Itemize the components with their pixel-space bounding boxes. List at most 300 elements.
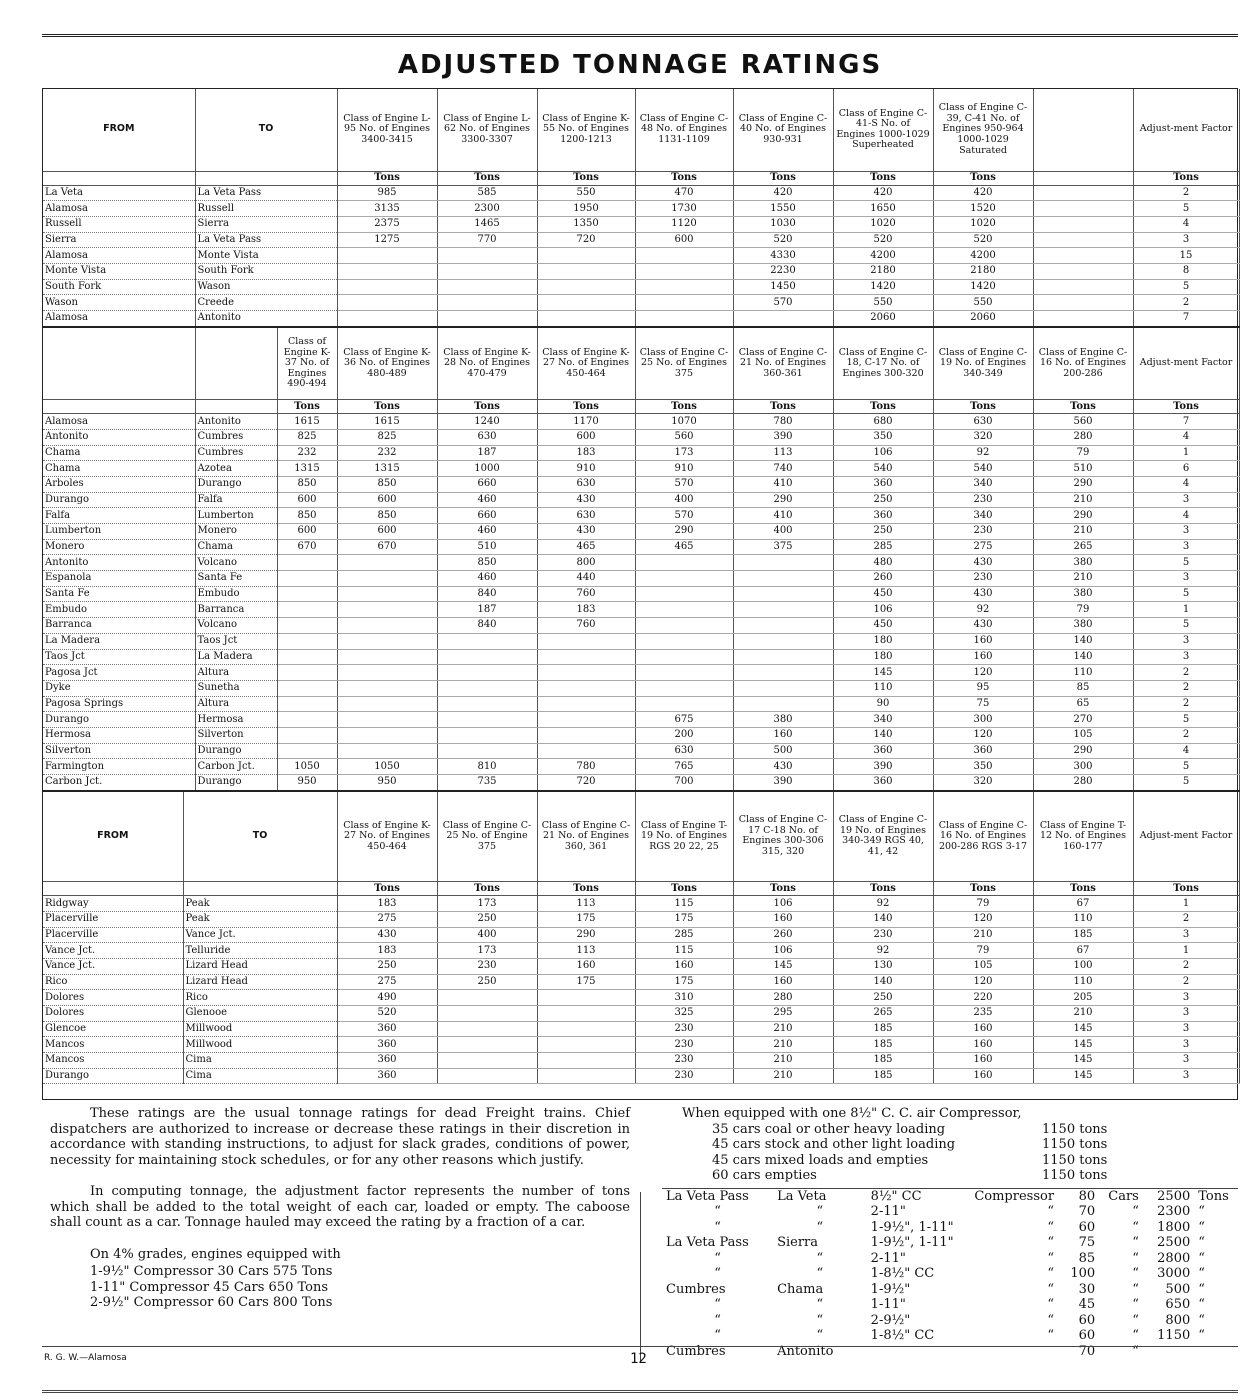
adjustment-factor: 5 <box>1133 618 1239 634</box>
tonnage-value: 390 <box>833 759 933 775</box>
to-station: Glenooe <box>183 1006 337 1022</box>
tons-unit-label: Tons <box>833 400 933 414</box>
tonnage-value: 160 <box>933 1068 1033 1084</box>
compressor-cell: 70 <box>1078 1204 1096 1219</box>
compressor-cell: “ <box>1047 1312 1055 1328</box>
compressor-table <box>662 1188 1238 1360</box>
compressor-cell: 45 <box>1078 1297 1096 1312</box>
tonnage-value: 1420 <box>833 279 933 295</box>
tons-unit-label: Tons <box>933 171 1033 185</box>
adjustment-factor: 5 <box>1133 775 1239 791</box>
compressor-cell: 1-9½" <box>870 1281 911 1297</box>
tonnage-value <box>635 311 733 327</box>
tonnage-value <box>635 618 733 634</box>
compressor-cell: 1-8½" CC <box>870 1328 935 1343</box>
tonnage-value: 585 <box>437 185 537 201</box>
engine-class-header <box>1033 89 1133 171</box>
tonnage-value: 360 <box>337 1037 437 1053</box>
table-row <box>43 311 1239 327</box>
tonnage-value: 850 <box>277 476 337 492</box>
tonnage-value: 1730 <box>635 201 733 217</box>
tonnage-value: 175 <box>537 974 635 990</box>
tonnage-value: 430 <box>933 618 1033 634</box>
compressor-cell: “ <box>816 1250 824 1266</box>
tonnage-value <box>733 602 833 618</box>
tonnage-value <box>277 727 337 743</box>
section1-header-row <box>43 89 1239 171</box>
tonnage-value: 570 <box>635 476 733 492</box>
tonnage-value: 270 <box>1033 712 1133 728</box>
tonnage-value: 250 <box>337 958 437 974</box>
tonnage-value <box>635 295 733 311</box>
tonnage-value: 295 <box>733 1006 833 1022</box>
table-row <box>43 232 1239 248</box>
tonnage-value: 1120 <box>635 216 733 232</box>
tonnage-value <box>537 743 635 759</box>
tonnage-value <box>635 649 733 665</box>
tons-unit-label: Tons <box>537 882 635 896</box>
to-station: Lumberton <box>195 508 277 524</box>
tonnage-value <box>537 633 635 649</box>
page-title: ADJUSTED TONNAGE RATINGS <box>397 50 883 80</box>
engine-class-header: Class of Engine C-25 No. of Engine 375 <box>437 792 537 882</box>
adjustment-factor: 1 <box>1133 602 1239 618</box>
from-station: Durango <box>43 1068 183 1084</box>
to-station: Lizard Head <box>183 974 337 990</box>
table-row <box>43 727 1239 743</box>
section2-header-row <box>43 328 1239 400</box>
tonnage-value: 350 <box>833 429 933 445</box>
engine-class-header: Class of Engine C-39, C-41 No. of Engines 950-964 1000-1029 Saturated <box>933 89 1033 171</box>
tons-unit-label: Tons <box>635 400 733 414</box>
compressor-cell: “ <box>714 1250 721 1266</box>
tonnage-value: 300 <box>1033 759 1133 775</box>
tonnage-value: 2060 <box>933 311 1033 327</box>
tonnage-value: 770 <box>437 232 537 248</box>
to-station: Millwood <box>183 1037 337 1053</box>
tonnage-value: 230 <box>833 927 933 943</box>
tonnage-value: 130 <box>833 958 933 974</box>
tonnage-value <box>733 696 833 712</box>
tonnage-value: 200 <box>635 727 733 743</box>
tonnage-value <box>437 649 537 665</box>
tonnage-value: 380 <box>733 712 833 728</box>
table-row <box>43 990 1239 1006</box>
tonnage-value: 410 <box>733 476 833 492</box>
tonnage-value: 145 <box>1033 1068 1133 1084</box>
tonnage-value <box>635 633 733 649</box>
adjustment-factor: 3 <box>1133 1053 1239 1069</box>
table-row <box>43 696 1239 712</box>
tonnage-value: 106 <box>733 896 833 912</box>
compressor-cell: “ <box>714 1312 721 1328</box>
table-row <box>43 680 1239 696</box>
tonnage-value: 780 <box>537 759 635 775</box>
page <box>42 36 1238 1366</box>
tonnage-value: 985 <box>337 185 437 201</box>
tonnage-value <box>437 1006 537 1022</box>
tonnage-value <box>635 602 733 618</box>
tonnage-value: 825 <box>277 429 337 445</box>
from-station: Chama <box>43 461 195 477</box>
tonnage-value <box>437 248 537 264</box>
tonnage-value: 720 <box>537 775 635 791</box>
tonnage-value: 185 <box>833 1021 933 1037</box>
tonnage-value <box>277 633 337 649</box>
table-row <box>43 974 1239 990</box>
adjustment-factor: 2 <box>1133 958 1239 974</box>
tonnage-value: 1465 <box>437 216 537 232</box>
tonnage-value <box>537 311 635 327</box>
adjustment-factor: 4 <box>1133 743 1239 759</box>
tonnage-value: 825 <box>337 429 437 445</box>
tonnage-value <box>635 263 733 279</box>
compressor-cell: “ <box>1047 1219 1055 1235</box>
section3-header-row <box>43 792 1239 882</box>
to-station: Barranca <box>195 602 277 618</box>
tonnage-value: 570 <box>733 295 833 311</box>
tonnage-value <box>537 680 635 696</box>
adjustment-factor: 3 <box>1133 571 1239 587</box>
adjustment-factor: 3 <box>1133 649 1239 665</box>
engine-class-header: Class of Engine C-40 No. of Engines 930-931 <box>733 89 833 171</box>
tonnage-value <box>635 555 733 571</box>
tonnage-value <box>437 696 537 712</box>
compressor-cell: “ <box>1047 1328 1055 1343</box>
tonnage-value: 2230 <box>733 263 833 279</box>
equipped-tons: 1150 tons <box>1042 1137 1108 1152</box>
compressor-cell: 80 <box>1078 1188 1096 1204</box>
compressor-row <box>662 1235 1238 1251</box>
tonnage-value: 183 <box>337 943 437 959</box>
compressor-cell: “ <box>1132 1297 1139 1312</box>
tonnage-value <box>437 295 537 311</box>
tonnage-value: 360 <box>933 743 1033 759</box>
compressor-cell: “ <box>1132 1204 1139 1219</box>
tonnage-value: 780 <box>733 414 833 430</box>
tonnage-value: 230 <box>933 571 1033 587</box>
compressor-cell: “ <box>1198 1328 1205 1343</box>
to-station: Chama <box>195 539 277 555</box>
tonnage-value: 600 <box>277 492 337 508</box>
compressor-cell: “ <box>1047 1250 1055 1266</box>
engine-class-header: Class of Engine K-36 No. of Engines 480-489 <box>337 328 437 400</box>
tonnage-value <box>537 665 635 681</box>
tonnage-value: 850 <box>437 555 537 571</box>
from-station: South Fork <box>43 279 195 295</box>
tonnage-value: 220 <box>933 990 1033 1006</box>
tonnage-value: 145 <box>1033 1053 1133 1069</box>
tonnage-value: 520 <box>833 232 933 248</box>
tonnage-value: 180 <box>833 633 933 649</box>
tonnage-value: 110 <box>833 680 933 696</box>
from-station: Sierra <box>43 232 195 248</box>
equipped-desc: 45 cars mixed loads and empties <box>712 1152 929 1168</box>
compressor-cell: 100 <box>1070 1266 1096 1281</box>
compressor-cell: 2-9½" <box>870 1312 911 1328</box>
from-station: Vance Jct. <box>43 943 183 959</box>
tonnage-value: 470 <box>635 185 733 201</box>
adjustment-factor: 7 <box>1133 414 1239 430</box>
tonnage-value: 310 <box>635 990 733 1006</box>
compressor-cell: 75 <box>1078 1235 1096 1250</box>
tonnage-value: 380 <box>1033 555 1133 571</box>
to-station: Vance Jct. <box>183 927 337 943</box>
tonnage-value: 210 <box>1033 524 1133 540</box>
engine-class-header: Class of Engine T-19 No. of Engines RGS 20 22, 25 <box>635 792 733 882</box>
tonnage-value: 850 <box>337 476 437 492</box>
tonnage-value: 400 <box>437 927 537 943</box>
to-header-3: TO <box>183 792 337 882</box>
adjustment-factor: 5 <box>1133 279 1239 295</box>
tonnage-value: 700 <box>635 775 733 791</box>
tons-unit-label: Tons <box>933 882 1033 896</box>
tonnage-value: 235 <box>933 1006 1033 1022</box>
to-station: Durango <box>195 775 277 791</box>
tons-unit-label: Tons <box>635 171 733 185</box>
adjustment-factor: 3 <box>1133 1006 1239 1022</box>
tonnage-value: 110 <box>1033 911 1133 927</box>
tonnage-value: 183 <box>337 896 437 912</box>
to-station: Altura <box>195 665 277 681</box>
tonnage-value: 340 <box>833 712 933 728</box>
tonnage-value: 670 <box>277 539 337 555</box>
from-station: La Veta <box>43 185 195 201</box>
adjustment-factor: 4 <box>1133 476 1239 492</box>
tonnage-value: 110 <box>1033 974 1133 990</box>
tonnage-value: 173 <box>635 445 733 461</box>
tonnage-value: 520 <box>933 232 1033 248</box>
tonnage-value: 92 <box>833 896 933 912</box>
tonnage-value: 230 <box>635 1037 733 1053</box>
tonnage-value: 510 <box>437 539 537 555</box>
engine-class-header: Adjust-ment Factor <box>1133 89 1239 171</box>
tonnage-value <box>277 743 337 759</box>
tonnage-value: 1020 <box>933 216 1033 232</box>
table-row <box>43 586 1239 602</box>
tonnage-value: 290 <box>1033 508 1133 524</box>
tonnage-value: 2180 <box>933 263 1033 279</box>
tonnage-value <box>733 618 833 634</box>
engine-class-header: Adjust-ment Factor <box>1133 792 1239 882</box>
tonnage-value: 660 <box>437 476 537 492</box>
adjustment-factor: 1 <box>1133 896 1239 912</box>
from-station: Carbon Jct. <box>43 775 195 791</box>
tons-unit-label: Tons <box>1133 171 1239 185</box>
compressor-row <box>662 1328 1238 1344</box>
tonnage-value: 100 <box>1033 958 1133 974</box>
tonnage-value <box>337 295 437 311</box>
tonnage-value: 1000 <box>437 461 537 477</box>
tonnage-value <box>337 571 437 587</box>
table-row <box>43 1006 1239 1022</box>
tonnage-value: 140 <box>1033 633 1133 649</box>
compressor-cell: “ <box>1047 1266 1055 1281</box>
from-station: Farmington <box>43 759 195 775</box>
tonnage-value: 290 <box>1033 476 1133 492</box>
section1-tons-row <box>43 171 1239 185</box>
tonnage-value: 2180 <box>833 263 933 279</box>
tonnage-value: 520 <box>733 232 833 248</box>
tonnage-value: 120 <box>933 727 1033 743</box>
tonnage-value: 160 <box>733 911 833 927</box>
tonnage-value: 260 <box>833 571 933 587</box>
to-station: Peak <box>183 896 337 912</box>
engine-class-header: Class of Engine L-95 No. of Engines 3400-3415 <box>337 89 437 171</box>
tonnage-value: 105 <box>933 958 1033 974</box>
tonnage-value <box>1033 216 1133 232</box>
tonnage-value: 160 <box>933 649 1033 665</box>
to-station: Silverton <box>195 727 277 743</box>
compressor-cell: “ <box>1132 1235 1139 1250</box>
tonnage-value: 630 <box>933 414 1033 430</box>
tonnage-value <box>277 665 337 681</box>
tonnage-value <box>337 279 437 295</box>
tonnage-value <box>635 248 733 264</box>
from-station: Dyke <box>43 680 195 696</box>
tons-unit-label: Tons <box>933 400 1033 414</box>
compressor-cell: “ <box>1198 1235 1205 1250</box>
tonnage-value <box>337 649 437 665</box>
tonnage-value: 4330 <box>733 248 833 264</box>
notes-right <box>662 1106 1238 1359</box>
tonnage-value: 145 <box>1033 1037 1133 1053</box>
tonnage-value <box>277 602 337 618</box>
equipped-row <box>662 1137 1238 1153</box>
compressor-cell: “ <box>1198 1250 1205 1266</box>
tonnage-value: 360 <box>833 775 933 791</box>
tonnage-value <box>277 571 337 587</box>
tons-unit-label: Tons <box>733 171 833 185</box>
tonnage-value <box>537 279 635 295</box>
tonnage-value: 232 <box>337 445 437 461</box>
tonnage-value: 1615 <box>337 414 437 430</box>
tonnage-value: 180 <box>833 649 933 665</box>
tonnage-value: 185 <box>1033 927 1133 943</box>
tonnage-value <box>337 727 437 743</box>
to-header: TO <box>195 89 337 171</box>
table-row <box>43 524 1239 540</box>
adjustment-factor: 3 <box>1133 232 1239 248</box>
engine-class-header: Class of Engine T-12 No. of Engines 160-177 <box>1033 792 1133 882</box>
tonnage-value: 560 <box>635 429 733 445</box>
from-station: Falfa <box>43 508 195 524</box>
compressor-row <box>662 1266 1238 1282</box>
table-row <box>43 429 1239 445</box>
tonnage-value: 250 <box>437 974 537 990</box>
tonnage-value: 79 <box>933 896 1033 912</box>
to-station: South Fork <box>195 263 337 279</box>
tonnage-value: 760 <box>537 618 635 634</box>
table-row <box>43 927 1239 943</box>
tonnage-value <box>277 586 337 602</box>
tonnage-value <box>733 665 833 681</box>
from-station: Monero <box>43 539 195 555</box>
section2-tons-row <box>43 400 1239 414</box>
adjustment-factor: 1 <box>1133 445 1239 461</box>
tonnage-value: 75 <box>933 696 1033 712</box>
tonnage-value: 430 <box>933 586 1033 602</box>
to-station: Carbon Jct. <box>195 759 277 775</box>
tonnage-value <box>337 618 437 634</box>
tonnage-value: 92 <box>933 602 1033 618</box>
tons-unit-label: Tons <box>337 400 437 414</box>
tons-unit-label: Tons <box>437 171 537 185</box>
adjustment-factor: 2 <box>1133 665 1239 681</box>
ratings-frame <box>42 88 1238 1100</box>
tonnage-value <box>337 311 437 327</box>
tonnage-value: 230 <box>437 958 537 974</box>
tonnage-value: 300 <box>933 712 1033 728</box>
tonnage-value <box>337 633 437 649</box>
tonnage-value: 465 <box>635 539 733 555</box>
tonnage-value: 375 <box>733 539 833 555</box>
adjustment-factor: 4 <box>1133 429 1239 445</box>
tonnage-value: 185 <box>833 1068 933 1084</box>
tonnage-value: 360 <box>337 1021 437 1037</box>
tonnage-value: 800 <box>537 555 635 571</box>
bottom-rule <box>42 1390 1238 1393</box>
table-row <box>43 508 1239 524</box>
page-number: 12 <box>630 1351 647 1367</box>
tonnage-value: 183 <box>537 602 635 618</box>
tonnage-value: 630 <box>537 476 635 492</box>
tonnage-value: 480 <box>833 555 933 571</box>
to-station: Hermosa <box>195 712 277 728</box>
adjustment-factor: 4 <box>1133 508 1239 524</box>
compressor-cell: “ <box>1198 1297 1205 1312</box>
compressor-row <box>662 1188 1238 1204</box>
note-ratings: These ratings are the usual tonnage ratings for dead Freight trains. Chief dispatchers are authorized to increase or decrease these ratings in their discretion in accordance with standing instructions, to adjust for slack grades, conditions of power, necessity for maintaining stock schedules, or for any other reasons which justify. <box>50 1106 630 1168</box>
tonnage-value: 430 <box>537 492 635 508</box>
to-station: Antonito <box>195 311 337 327</box>
compressor-cell: 2300 <box>1157 1204 1191 1219</box>
tonnage-value: 205 <box>1033 990 1133 1006</box>
compressor-cell: 800 <box>1165 1312 1191 1328</box>
adjustment-factor: 6 <box>1133 461 1239 477</box>
from-station: Ridgway <box>43 896 183 912</box>
tonnage-value <box>537 1037 635 1053</box>
tonnage-value: 4200 <box>833 248 933 264</box>
tons-unit-label: Tons <box>437 400 537 414</box>
tonnage-value: 1550 <box>733 201 833 217</box>
tonnage-value <box>437 712 537 728</box>
tonnage-value: 280 <box>733 990 833 1006</box>
compressor-cell: “ <box>1047 1281 1055 1297</box>
tonnage-value <box>537 712 635 728</box>
tonnage-value <box>733 586 833 602</box>
adjustment-factor: 2 <box>1133 295 1239 311</box>
tonnage-value: 160 <box>933 1021 1033 1037</box>
equipped-tons: 1150 tons <box>1042 1152 1108 1168</box>
engine-class-header: Class of Engine C-18, C-17 No. of Engines 300-320 <box>833 328 933 400</box>
table-row <box>43 1021 1239 1037</box>
tonnage-value: 260 <box>733 927 833 943</box>
engine-class-header: Class of Engine C-16 No. of Engines 200-286 RGS 3-17 <box>933 792 1033 882</box>
tonnage-value <box>437 1021 537 1037</box>
tonnage-value <box>437 279 537 295</box>
tonnage-value <box>1033 232 1133 248</box>
from-station: Arboles <box>43 476 195 492</box>
equipped-list <box>662 1122 1238 1184</box>
tonnage-value: 90 <box>833 696 933 712</box>
tonnage-value: 140 <box>833 727 933 743</box>
tonnage-value: 600 <box>277 524 337 540</box>
tonnage-value: 140 <box>1033 649 1133 665</box>
engine-class-header: Class of Engine K-27 No. of Engines 450-464 <box>537 328 635 400</box>
tons-unit-label: Tons <box>337 171 437 185</box>
tonnage-value: 210 <box>1033 492 1133 508</box>
